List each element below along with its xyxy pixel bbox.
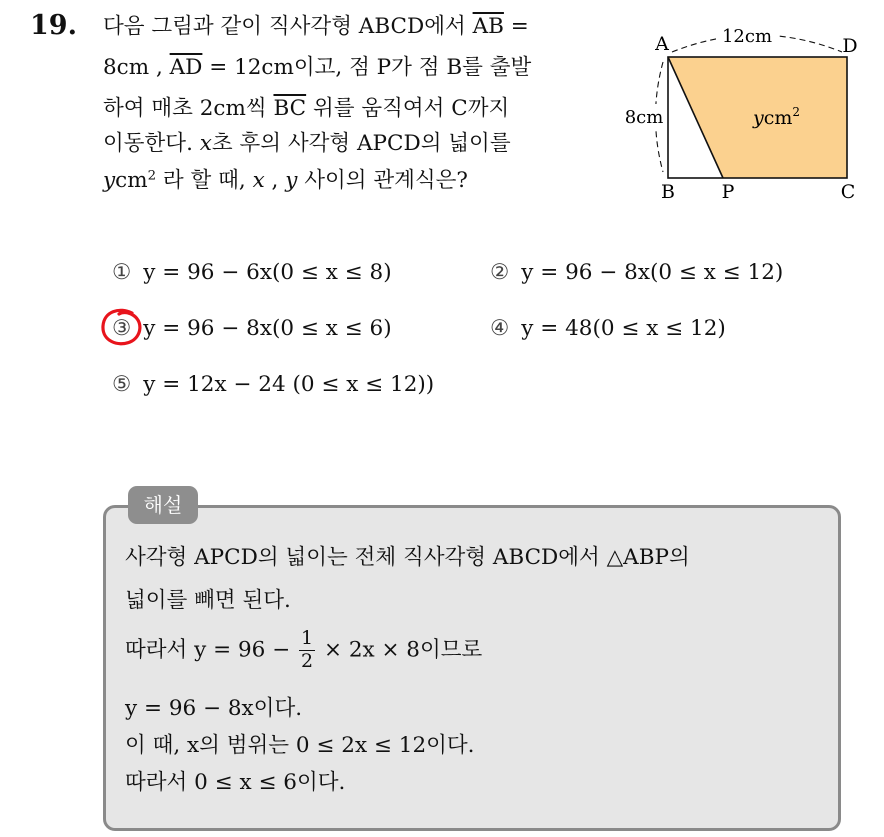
vertex-label-b: B <box>661 181 675 203</box>
solution-line-4: y = 96 − 8x이다. <box>125 696 303 721</box>
answer-circle-mark <box>98 306 148 350</box>
fraction-one-half: $\frac{1}{2}$ <box>301 627 314 672</box>
choice-3[interactable]: ③ y = 96 − 8x(0 ≤ x ≤ 6) <box>112 316 392 341</box>
solution-line-2: 넓이를 빼면 된다. <box>125 588 291 613</box>
choice-5[interactable]: ⑤ y = 12x − 24 (0 ≤ x ≤ 12)) <box>112 372 435 397</box>
area-label: ycm$^2$ <box>753 105 801 129</box>
segment-bc: $\overline{BC}$ <box>273 96 307 121</box>
solution-tab: 해설 <box>128 486 198 524</box>
question-line-3: 하여 매초 2cm씩 $\overline{BC}$ 위를 움직여서 C까지 <box>103 96 510 121</box>
choice-2[interactable]: ② y = 96 − 8x(0 ≤ x ≤ 12) <box>490 260 784 285</box>
vertex-label-c: C <box>840 181 856 203</box>
question-line-4: 이동한다. x초 후의 사각형 APCD의 넓이를 <box>103 131 511 156</box>
rectangle-figure <box>610 20 880 210</box>
solution-line-5: 이 때, x의 범위는 0 ≤ 2x ≤ 12이다. <box>125 733 475 758</box>
question-line-2: 8cm , $\overline{AD} = 12cm$이고, 점 P가 점 B를 출발 <box>103 55 532 80</box>
vertex-label-d: D <box>842 35 858 57</box>
question-line-1: 다음 그림과 같이 직사각형 ABCD에서 $\overline{AB}$ = <box>103 14 529 39</box>
segment-ad: $\overline{AD}$ <box>169 55 203 80</box>
solution-line-6: 따라서 0 ≤ x ≤ 6이다. <box>125 770 346 795</box>
choice-1[interactable]: ① y = 96 − 6x(0 ≤ x ≤ 8) <box>112 260 392 285</box>
top-dimension-label: 12cm <box>721 26 773 47</box>
vertex-label-a: A <box>655 33 669 55</box>
vertex-label-p: P <box>721 181 735 203</box>
choice-4[interactable]: ④ y = 48(0 ≤ x ≤ 12) <box>490 316 726 341</box>
segment-ab: $\overline{AB}$ <box>472 14 504 39</box>
question-line-5: ycm$^2$ 라 할 때, x , y 사이의 관계식은? <box>103 168 468 193</box>
solution-line-1: 사각형 APCD의 넓이는 전체 직사각형 ABCD에서 △ABP의 <box>125 545 690 570</box>
side-dimension-label: 8cm <box>624 107 664 128</box>
question-number: 19. <box>30 10 77 41</box>
solution-line-3: 따라서 y = 96 − $\frac{1}{2}$ × 2x × 8이므로 <box>125 627 483 672</box>
